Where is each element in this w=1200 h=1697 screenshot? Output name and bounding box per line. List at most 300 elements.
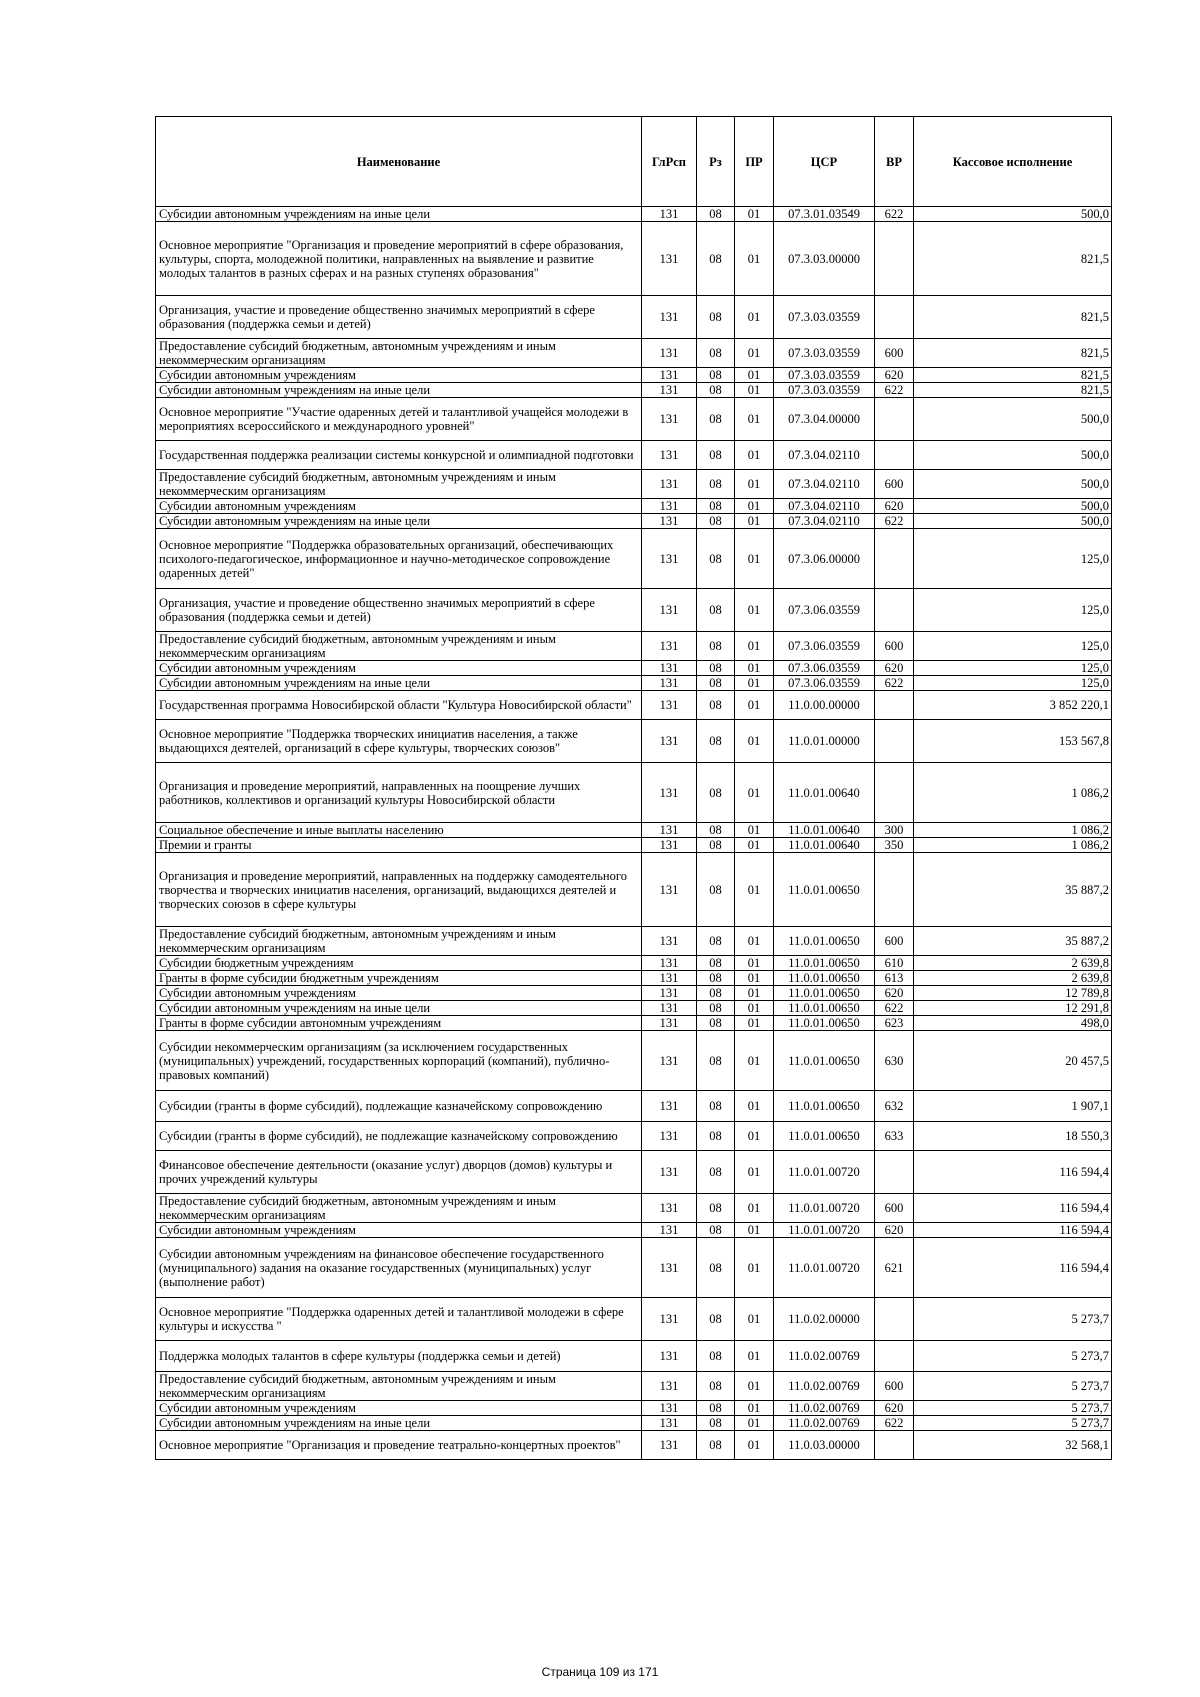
row-pr: 01: [735, 720, 774, 763]
row-glrsp: 131: [642, 971, 697, 986]
row-value: 498,0: [914, 1016, 1112, 1031]
row-pr: 01: [735, 1223, 774, 1238]
row-value: 5 273,7: [914, 1372, 1112, 1401]
row-name: Организация, участие и проведение общественно значимых мероприятий в сфере образования (поддержка семьи и детей): [156, 296, 642, 339]
table-row: [156, 676, 1112, 691]
row-pr: 01: [735, 1416, 774, 1431]
row-pr: 01: [735, 514, 774, 529]
table-row: [156, 1091, 1112, 1122]
row-name: Субсидии автономным учреждениям: [156, 1223, 642, 1238]
table-row: [156, 589, 1112, 632]
row-glrsp: 131: [642, 339, 697, 368]
row-value: 821,5: [914, 383, 1112, 398]
row-csr: 07.3.04.02110: [774, 499, 875, 514]
row-value: 125,0: [914, 676, 1112, 691]
row-csr: 07.3.06.03559: [774, 589, 875, 632]
table-row: [156, 1431, 1112, 1460]
row-rz: 08: [697, 1401, 735, 1416]
row-value: 500,0: [914, 207, 1112, 222]
row-value: 2 639,8: [914, 971, 1112, 986]
row-rz: 08: [697, 383, 735, 398]
table-row: [156, 441, 1112, 470]
table-row: [156, 499, 1112, 514]
table-row: [156, 529, 1112, 589]
row-vr: [875, 296, 914, 339]
row-rz: 08: [697, 470, 735, 499]
row-rz: 08: [697, 632, 735, 661]
row-glrsp: 131: [642, 1238, 697, 1298]
row-pr: 01: [735, 222, 774, 296]
table-row: [156, 661, 1112, 676]
table-row: [156, 1122, 1112, 1151]
row-glrsp: 131: [642, 763, 697, 823]
row-name: Субсидии бюджетным учреждениям: [156, 956, 642, 971]
row-csr: 11.0.01.00650: [774, 1091, 875, 1122]
row-value: 5 273,7: [914, 1298, 1112, 1341]
table-row: [156, 927, 1112, 956]
row-vr: 622: [875, 207, 914, 222]
row-vr: 620: [875, 1223, 914, 1238]
row-value: 500,0: [914, 470, 1112, 499]
row-csr: 11.0.01.00640: [774, 823, 875, 838]
row-name: Субсидии автономным учреждениям: [156, 368, 642, 383]
row-glrsp: 131: [642, 632, 697, 661]
row-rz: 08: [697, 691, 735, 720]
header-execution: Кассовое исполнение: [914, 117, 1112, 207]
row-vr: [875, 529, 914, 589]
row-csr: 07.3.04.00000: [774, 398, 875, 441]
row-glrsp: 131: [642, 296, 697, 339]
row-name: Финансовое обеспечение деятельности (оказание услуг) дворцов (домов) культуры и прочих учреждений культуры: [156, 1151, 642, 1194]
row-name: Предоставление субсидий бюджетным, автономным учреждениям и иным некоммерческим организациям: [156, 1194, 642, 1223]
table-row: [156, 1016, 1112, 1031]
row-glrsp: 131: [642, 1298, 697, 1341]
row-value: 821,5: [914, 368, 1112, 383]
table-row: [156, 207, 1112, 222]
row-pr: 01: [735, 763, 774, 823]
row-glrsp: 131: [642, 1431, 697, 1460]
row-glrsp: 131: [642, 1223, 697, 1238]
row-csr: 07.3.06.00000: [774, 529, 875, 589]
row-csr: 11.0.01.00650: [774, 1001, 875, 1016]
row-pr: 01: [735, 823, 774, 838]
row-name: Организация и проведение мероприятий, направленных на поддержку самодеятельного творчества и творческих инициатив населения, организаций, выдающихся деятелей и творческих союзов в сфере культуры: [156, 853, 642, 927]
row-rz: 08: [697, 763, 735, 823]
row-value: 125,0: [914, 589, 1112, 632]
row-pr: 01: [735, 1401, 774, 1416]
header-name: Наименование: [156, 117, 642, 207]
row-csr: 11.0.01.00650: [774, 1122, 875, 1151]
row-vr: 350: [875, 838, 914, 853]
row-value: 500,0: [914, 514, 1112, 529]
row-csr: 11.0.01.00650: [774, 986, 875, 1001]
row-csr: 11.0.00.00000: [774, 691, 875, 720]
row-pr: 01: [735, 207, 774, 222]
row-pr: 01: [735, 529, 774, 589]
row-value: 18 550,3: [914, 1122, 1112, 1151]
row-value: 116 594,4: [914, 1223, 1112, 1238]
row-csr: 11.0.01.00650: [774, 1031, 875, 1091]
row-pr: 01: [735, 632, 774, 661]
row-vr: 600: [875, 1194, 914, 1223]
row-csr: 11.0.01.00640: [774, 838, 875, 853]
row-rz: 08: [697, 514, 735, 529]
row-rz: 08: [697, 1031, 735, 1091]
row-pr: 01: [735, 589, 774, 632]
row-value: 5 273,7: [914, 1401, 1112, 1416]
row-csr: 11.0.01.00650: [774, 956, 875, 971]
row-pr: 01: [735, 398, 774, 441]
row-name: Основное мероприятие "Организация и проведение мероприятий в сфере образования, культуры, спорта, молодежной политики, направленных на выявление и развитие молодых талантов в разных сферах и на разных ступенях образования": [156, 222, 642, 296]
row-value: 1 086,2: [914, 763, 1112, 823]
row-csr: 11.0.03.00000: [774, 1431, 875, 1460]
row-value: 500,0: [914, 398, 1112, 441]
row-name: Государственная программа Новосибирской области "Культура Новосибирской области": [156, 691, 642, 720]
table-row: [156, 763, 1112, 823]
row-name: Субсидии автономным учреждениям: [156, 661, 642, 676]
row-pr: 01: [735, 499, 774, 514]
header-glrsp: ГлРсп: [642, 117, 697, 207]
row-vr: [875, 398, 914, 441]
row-rz: 08: [697, 1341, 735, 1372]
row-csr: 07.3.04.02110: [774, 441, 875, 470]
row-rz: 08: [697, 1223, 735, 1238]
row-glrsp: 131: [642, 1001, 697, 1016]
row-csr: 07.3.06.03559: [774, 661, 875, 676]
row-pr: 01: [735, 470, 774, 499]
row-name: Предоставление субсидий бюджетным, автономным учреждениям и иным некоммерческим организациям: [156, 632, 642, 661]
row-pr: 01: [735, 853, 774, 927]
row-value: 20 457,5: [914, 1031, 1112, 1091]
table-header-row: [156, 117, 1112, 207]
row-glrsp: 131: [642, 1031, 697, 1091]
table-row: [156, 1001, 1112, 1016]
row-csr: 11.0.01.00720: [774, 1151, 875, 1194]
row-csr: 11.0.01.00650: [774, 971, 875, 986]
table-row: [156, 383, 1112, 398]
row-csr: 07.3.06.03559: [774, 632, 875, 661]
row-value: 821,5: [914, 222, 1112, 296]
row-pr: 01: [735, 838, 774, 853]
table-row: [156, 853, 1112, 927]
row-csr: 11.0.01.00720: [774, 1238, 875, 1298]
row-rz: 08: [697, 441, 735, 470]
row-pr: 01: [735, 927, 774, 956]
page-footer: Страница 109 из 171: [541, 1665, 659, 1679]
row-rz: 08: [697, 986, 735, 1001]
row-name: Социальное обеспечение и иные выплаты населению: [156, 823, 642, 838]
row-name: Организация, участие и проведение общественно значимых мероприятий в сфере образования (поддержка семьи и детей): [156, 589, 642, 632]
row-pr: 01: [735, 383, 774, 398]
row-glrsp: 131: [642, 383, 697, 398]
table-row: [156, 1401, 1112, 1416]
row-csr: 11.0.01.00720: [774, 1194, 875, 1223]
row-pr: 01: [735, 956, 774, 971]
row-glrsp: 131: [642, 1372, 697, 1401]
header-csr: ЦСР: [774, 117, 875, 207]
row-pr: 01: [735, 661, 774, 676]
row-glrsp: 131: [642, 529, 697, 589]
row-name: Предоставление субсидий бюджетным, автономным учреждениям и иным некоммерческим организациям: [156, 1372, 642, 1401]
row-vr: [875, 1341, 914, 1372]
row-rz: 08: [697, 823, 735, 838]
row-rz: 08: [697, 971, 735, 986]
table-row: [156, 514, 1112, 529]
row-rz: 08: [697, 1122, 735, 1151]
row-vr: 620: [875, 986, 914, 1001]
row-vr: 620: [875, 368, 914, 383]
row-value: 3 852 220,1: [914, 691, 1112, 720]
row-value: 500,0: [914, 441, 1112, 470]
row-value: 12 789,8: [914, 986, 1112, 1001]
row-glrsp: 131: [642, 1416, 697, 1431]
row-value: 5 273,7: [914, 1341, 1112, 1372]
row-name: Субсидии автономным учреждениям на иные цели: [156, 1001, 642, 1016]
row-glrsp: 131: [642, 853, 697, 927]
row-vr: 600: [875, 927, 914, 956]
row-name: Субсидии автономным учреждениям на финансовое обеспечение государственного (муниципального) задания на оказание государственных (муниципальных) услуг (выполнение работ): [156, 1238, 642, 1298]
row-rz: 08: [697, 398, 735, 441]
row-name: Субсидии автономным учреждениям: [156, 986, 642, 1001]
row-value: 1 086,2: [914, 823, 1112, 838]
row-csr: 11.0.01.00640: [774, 763, 875, 823]
row-pr: 01: [735, 1194, 774, 1223]
row-vr: 600: [875, 1372, 914, 1401]
row-csr: 07.3.03.03559: [774, 339, 875, 368]
table-row: [156, 470, 1112, 499]
row-glrsp: 131: [642, 207, 697, 222]
row-vr: 600: [875, 339, 914, 368]
row-value: 35 887,2: [914, 853, 1112, 927]
row-name: Поддержка молодых талантов в сфере культуры (поддержка семьи и детей): [156, 1341, 642, 1372]
row-glrsp: 131: [642, 1194, 697, 1223]
row-vr: 622: [875, 514, 914, 529]
table-row: [156, 691, 1112, 720]
row-rz: 08: [697, 720, 735, 763]
row-glrsp: 131: [642, 661, 697, 676]
row-pr: 01: [735, 1001, 774, 1016]
row-rz: 08: [697, 1091, 735, 1122]
row-value: 500,0: [914, 499, 1112, 514]
row-pr: 01: [735, 1091, 774, 1122]
row-glrsp: 131: [642, 1341, 697, 1372]
row-pr: 01: [735, 339, 774, 368]
row-csr: 07.3.04.02110: [774, 514, 875, 529]
row-pr: 01: [735, 1016, 774, 1031]
row-value: 821,5: [914, 339, 1112, 368]
table-row: [156, 1238, 1112, 1298]
row-glrsp: 131: [642, 1091, 697, 1122]
table-row: [156, 1151, 1112, 1194]
row-name: Основное мероприятие "Организация и проведение театрально-концертных проектов": [156, 1431, 642, 1460]
row-pr: 01: [735, 441, 774, 470]
row-value: 5 273,7: [914, 1416, 1112, 1431]
row-pr: 01: [735, 296, 774, 339]
row-value: 35 887,2: [914, 927, 1112, 956]
row-vr: [875, 589, 914, 632]
row-rz: 08: [697, 296, 735, 339]
row-value: 1 086,2: [914, 838, 1112, 853]
row-vr: 622: [875, 676, 914, 691]
row-pr: 01: [735, 1031, 774, 1091]
row-vr: 600: [875, 470, 914, 499]
row-glrsp: 131: [642, 1401, 697, 1416]
row-rz: 08: [697, 1016, 735, 1031]
table-row: [156, 1341, 1112, 1372]
row-name: Субсидии автономным учреждениям на иные цели: [156, 514, 642, 529]
row-rz: 08: [697, 661, 735, 676]
table-row: [156, 720, 1112, 763]
row-csr: 07.3.01.03549: [774, 207, 875, 222]
row-vr: 622: [875, 383, 914, 398]
row-rz: 08: [697, 1151, 735, 1194]
table-row: [156, 971, 1112, 986]
row-name: Субсидии автономным учреждениям на иные цели: [156, 676, 642, 691]
row-rz: 08: [697, 368, 735, 383]
row-vr: 621: [875, 1238, 914, 1298]
row-value: 12 291,8: [914, 1001, 1112, 1016]
row-value: 116 594,4: [914, 1151, 1112, 1194]
row-pr: 01: [735, 1431, 774, 1460]
row-glrsp: 131: [642, 720, 697, 763]
row-vr: [875, 1298, 914, 1341]
row-rz: 08: [697, 1372, 735, 1401]
row-rz: 08: [697, 589, 735, 632]
row-vr: [875, 1151, 914, 1194]
table-row: [156, 1223, 1112, 1238]
row-csr: 07.3.04.02110: [774, 470, 875, 499]
row-vr: 610: [875, 956, 914, 971]
row-pr: 01: [735, 691, 774, 720]
row-csr: 11.0.01.00720: [774, 1223, 875, 1238]
row-csr: 07.3.03.03559: [774, 296, 875, 339]
row-pr: 01: [735, 986, 774, 1001]
row-vr: [875, 720, 914, 763]
row-value: 125,0: [914, 632, 1112, 661]
budget-table-sheet: [155, 116, 1111, 1460]
row-csr: 11.0.02.00769: [774, 1372, 875, 1401]
table-row: [156, 339, 1112, 368]
table-row: [156, 222, 1112, 296]
row-glrsp: 131: [642, 823, 697, 838]
row-vr: 613: [875, 971, 914, 986]
row-csr: 11.0.02.00769: [774, 1416, 875, 1431]
row-glrsp: 131: [642, 441, 697, 470]
row-pr: 01: [735, 1341, 774, 1372]
row-csr: 07.3.06.03559: [774, 676, 875, 691]
table-row: [156, 1298, 1112, 1341]
row-name: Субсидии автономным учреждениям: [156, 499, 642, 514]
header-pr: ПР: [735, 117, 774, 207]
table-row: [156, 398, 1112, 441]
row-rz: 08: [697, 1001, 735, 1016]
row-name: Гранты в форме субсидии бюджетным учреждениям: [156, 971, 642, 986]
row-rz: 08: [697, 222, 735, 296]
row-vr: 622: [875, 1001, 914, 1016]
table-row: [156, 1372, 1112, 1401]
row-rz: 08: [697, 1298, 735, 1341]
row-vr: 620: [875, 499, 914, 514]
row-glrsp: 131: [642, 986, 697, 1001]
row-glrsp: 131: [642, 499, 697, 514]
row-vr: 622: [875, 1416, 914, 1431]
row-rz: 08: [697, 499, 735, 514]
row-pr: 01: [735, 368, 774, 383]
row-name: Основное мероприятие "Поддержка образовательных организаций, обеспечивающих психолого-педагогическое, информационное и научно-методическое сопровождение одаренных детей": [156, 529, 642, 589]
row-pr: 01: [735, 676, 774, 691]
row-csr: 07.3.03.00000: [774, 222, 875, 296]
table-body: [156, 207, 1112, 1460]
row-name: Предоставление субсидий бюджетным, автономным учреждениям и иным некоммерческим организациям: [156, 927, 642, 956]
table-row: [156, 823, 1112, 838]
row-value: 125,0: [914, 661, 1112, 676]
row-csr: 07.3.03.03559: [774, 368, 875, 383]
row-name: Основное мероприятие "Поддержка одаренных детей и талантливой молодежи в сфере культуры и искусства ": [156, 1298, 642, 1341]
row-vr: 632: [875, 1091, 914, 1122]
row-glrsp: 131: [642, 368, 697, 383]
row-glrsp: 131: [642, 514, 697, 529]
row-name: Гранты в форме субсидии автономным учреждениям: [156, 1016, 642, 1031]
table-row: [156, 1416, 1112, 1431]
row-glrsp: 131: [642, 470, 697, 499]
row-glrsp: 131: [642, 1122, 697, 1151]
table-row: [156, 632, 1112, 661]
row-vr: [875, 441, 914, 470]
row-glrsp: 131: [642, 589, 697, 632]
row-name: Субсидии автономным учреждениям на иные цели: [156, 207, 642, 222]
row-vr: [875, 853, 914, 927]
row-name: Основное мероприятие "Поддержка творческих инициатив населения, а также выдающихся деятелей, организаций в сфере культуры, творческих союзов": [156, 720, 642, 763]
row-csr: 11.0.02.00769: [774, 1401, 875, 1416]
row-rz: 08: [697, 1431, 735, 1460]
row-name: Субсидии (гранты в форме субсидий), не подлежащие казначейскому сопровождению: [156, 1122, 642, 1151]
row-rz: 08: [697, 853, 735, 927]
row-glrsp: 131: [642, 222, 697, 296]
row-value: 116 594,4: [914, 1238, 1112, 1298]
row-name: Субсидии (гранты в форме субсидий), подлежащие казначейскому сопровождению: [156, 1091, 642, 1122]
header-vr: ВР: [875, 117, 914, 207]
row-name: Основное мероприятие "Участие одаренных детей и талантливой учащейся молодежи в мероприятиях всероссийского и международного уровней": [156, 398, 642, 441]
row-csr: 11.0.01.00650: [774, 1016, 875, 1031]
row-name: Субсидии автономным учреждениям на иные цели: [156, 383, 642, 398]
table-row: [156, 1031, 1112, 1091]
row-rz: 08: [697, 529, 735, 589]
row-name: Предоставление субсидий бюджетным, автономным учреждениям и иным некоммерческим организациям: [156, 339, 642, 368]
row-value: 32 568,1: [914, 1431, 1112, 1460]
row-glrsp: 131: [642, 1016, 697, 1031]
row-name: Субсидии автономным учреждениям на иные цели: [156, 1416, 642, 1431]
table-row: [156, 956, 1112, 971]
row-vr: 633: [875, 1122, 914, 1151]
table-row: [156, 368, 1112, 383]
header-rz: Рз: [697, 117, 735, 207]
row-rz: 08: [697, 927, 735, 956]
row-value: 153 567,8: [914, 720, 1112, 763]
row-csr: 11.0.01.00650: [774, 853, 875, 927]
row-value: 125,0: [914, 529, 1112, 589]
row-vr: 600: [875, 632, 914, 661]
table-row: [156, 986, 1112, 1001]
row-csr: 11.0.02.00769: [774, 1341, 875, 1372]
row-glrsp: 131: [642, 1151, 697, 1194]
row-vr: 300: [875, 823, 914, 838]
table-row: [156, 296, 1112, 339]
row-glrsp: 131: [642, 691, 697, 720]
row-vr: [875, 1431, 914, 1460]
row-csr: 11.0.01.00650: [774, 927, 875, 956]
row-pr: 01: [735, 1122, 774, 1151]
row-glrsp: 131: [642, 956, 697, 971]
